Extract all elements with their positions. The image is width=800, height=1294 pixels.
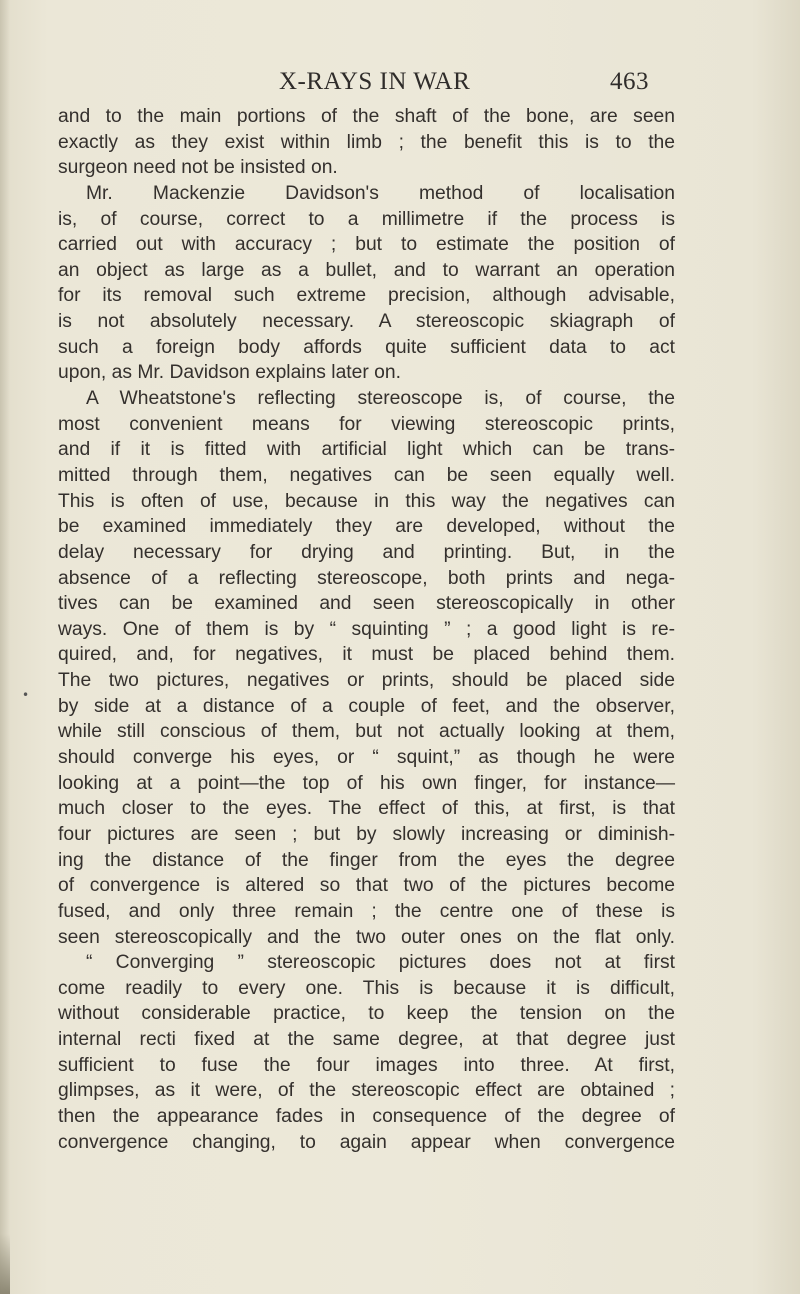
text-line: exactly as they exist within limb ; the benefit this is to the (58, 131, 675, 153)
text-line: come readily to every one. This is because it is difficult, (58, 977, 675, 999)
page-corner-shadow (0, 1234, 10, 1294)
text-line: looking at a point—the top of his own finger, for instance— (58, 772, 675, 794)
text-line: without considerable practice, to keep the tension on the (58, 1003, 675, 1025)
text-line: fused, and only three remain ; the centre one of these is (58, 900, 675, 922)
text-line: is not absolutely necessary. A stereoscopic skiagraph of (58, 311, 675, 333)
text-line: for its removal such extreme precision, although advisable, (58, 285, 675, 307)
text-line: ing the distance of the finger from the eyes the degree (58, 849, 675, 871)
text-line: seen stereoscopically and the two outer ones on the flat only. (58, 926, 675, 948)
text-line: then the appearance fades in consequence of the degree of (58, 1105, 675, 1127)
text-line: should converge his eyes, or “ squint,” as though he were (58, 747, 675, 769)
margin-dot: • (22, 688, 30, 702)
text-line: by side at a distance of a couple of feet, and the observer, (58, 695, 675, 717)
text-line: The two pictures, negatives or prints, should be placed side (58, 670, 675, 692)
page-number: 463 (610, 68, 649, 95)
text-line: carried out with accuracy ; but to estimate the position of (58, 234, 675, 256)
text-line: glimpses, as it were, of the stereoscopic effect are obtained ; (58, 1080, 675, 1102)
text-line: “ Converging ” stereoscopic pictures does not at first (86, 952, 675, 974)
text-line: mitted through them, negatives can be seen equally well. (58, 464, 675, 486)
text-line: is, of course, correct to a millimetre if the process is (58, 208, 675, 230)
text-line: most convenient means for viewing stereoscopic prints, (58, 413, 675, 435)
text-line: four pictures are seen ; but by slowly increasing or diminish- (58, 823, 675, 845)
text-line: Mr. Mackenzie Davidson's method of localisation (86, 182, 675, 204)
text-line: A Wheatstone's reflecting stereoscope is, of course, the (86, 388, 675, 410)
text-line: internal recti fixed at the same degree, at that degree just (58, 1029, 675, 1051)
text-line: This is often of use, because in this way the negatives can (58, 490, 675, 512)
text-line: while still conscious of them, but not actually looking at them, (58, 721, 675, 743)
text-line: ways. One of them is by “ squinting ” ; a good light is re- (58, 618, 675, 640)
text-line: such a foreign body affords quite sufficient data to act (58, 336, 675, 358)
text-line: and if it is fitted with artificial light which can be trans- (58, 439, 675, 461)
text-line: sufficient to fuse the four images into three. At first, (58, 1054, 675, 1076)
text-line: convergence changing, to again appear when convergence (58, 1131, 675, 1153)
text-line: be examined immediately they are developed, without the (58, 516, 675, 538)
text-line: delay necessary for drying and printing. But, in the (58, 541, 675, 563)
text-line: an object as large as a bullet, and to warrant an operation (58, 259, 675, 281)
text-line: upon, as Mr. Davidson explains later on. (58, 362, 401, 384)
text-line: absence of a reflecting stereoscope, both prints and nega- (58, 567, 675, 589)
text-line: quired, and, for negatives, it must be placed behind them. (58, 644, 675, 666)
text-line: of convergence is altered so that two of the pictures become (58, 875, 675, 897)
text-line: surgeon need not be insisted on. (58, 157, 338, 179)
text-line: and to the main portions of the shaft of the bone, are seen (58, 106, 675, 127)
text-line: tives can be examined and seen stereoscopically in other (58, 593, 675, 615)
running-head-title: X-RAYS IN WAR (279, 68, 471, 95)
text-line: much closer to the eyes. The effect of this, at first, is that (58, 798, 675, 820)
body-text (58, 104, 675, 1155)
gutter-shadow (0, 0, 10, 1294)
